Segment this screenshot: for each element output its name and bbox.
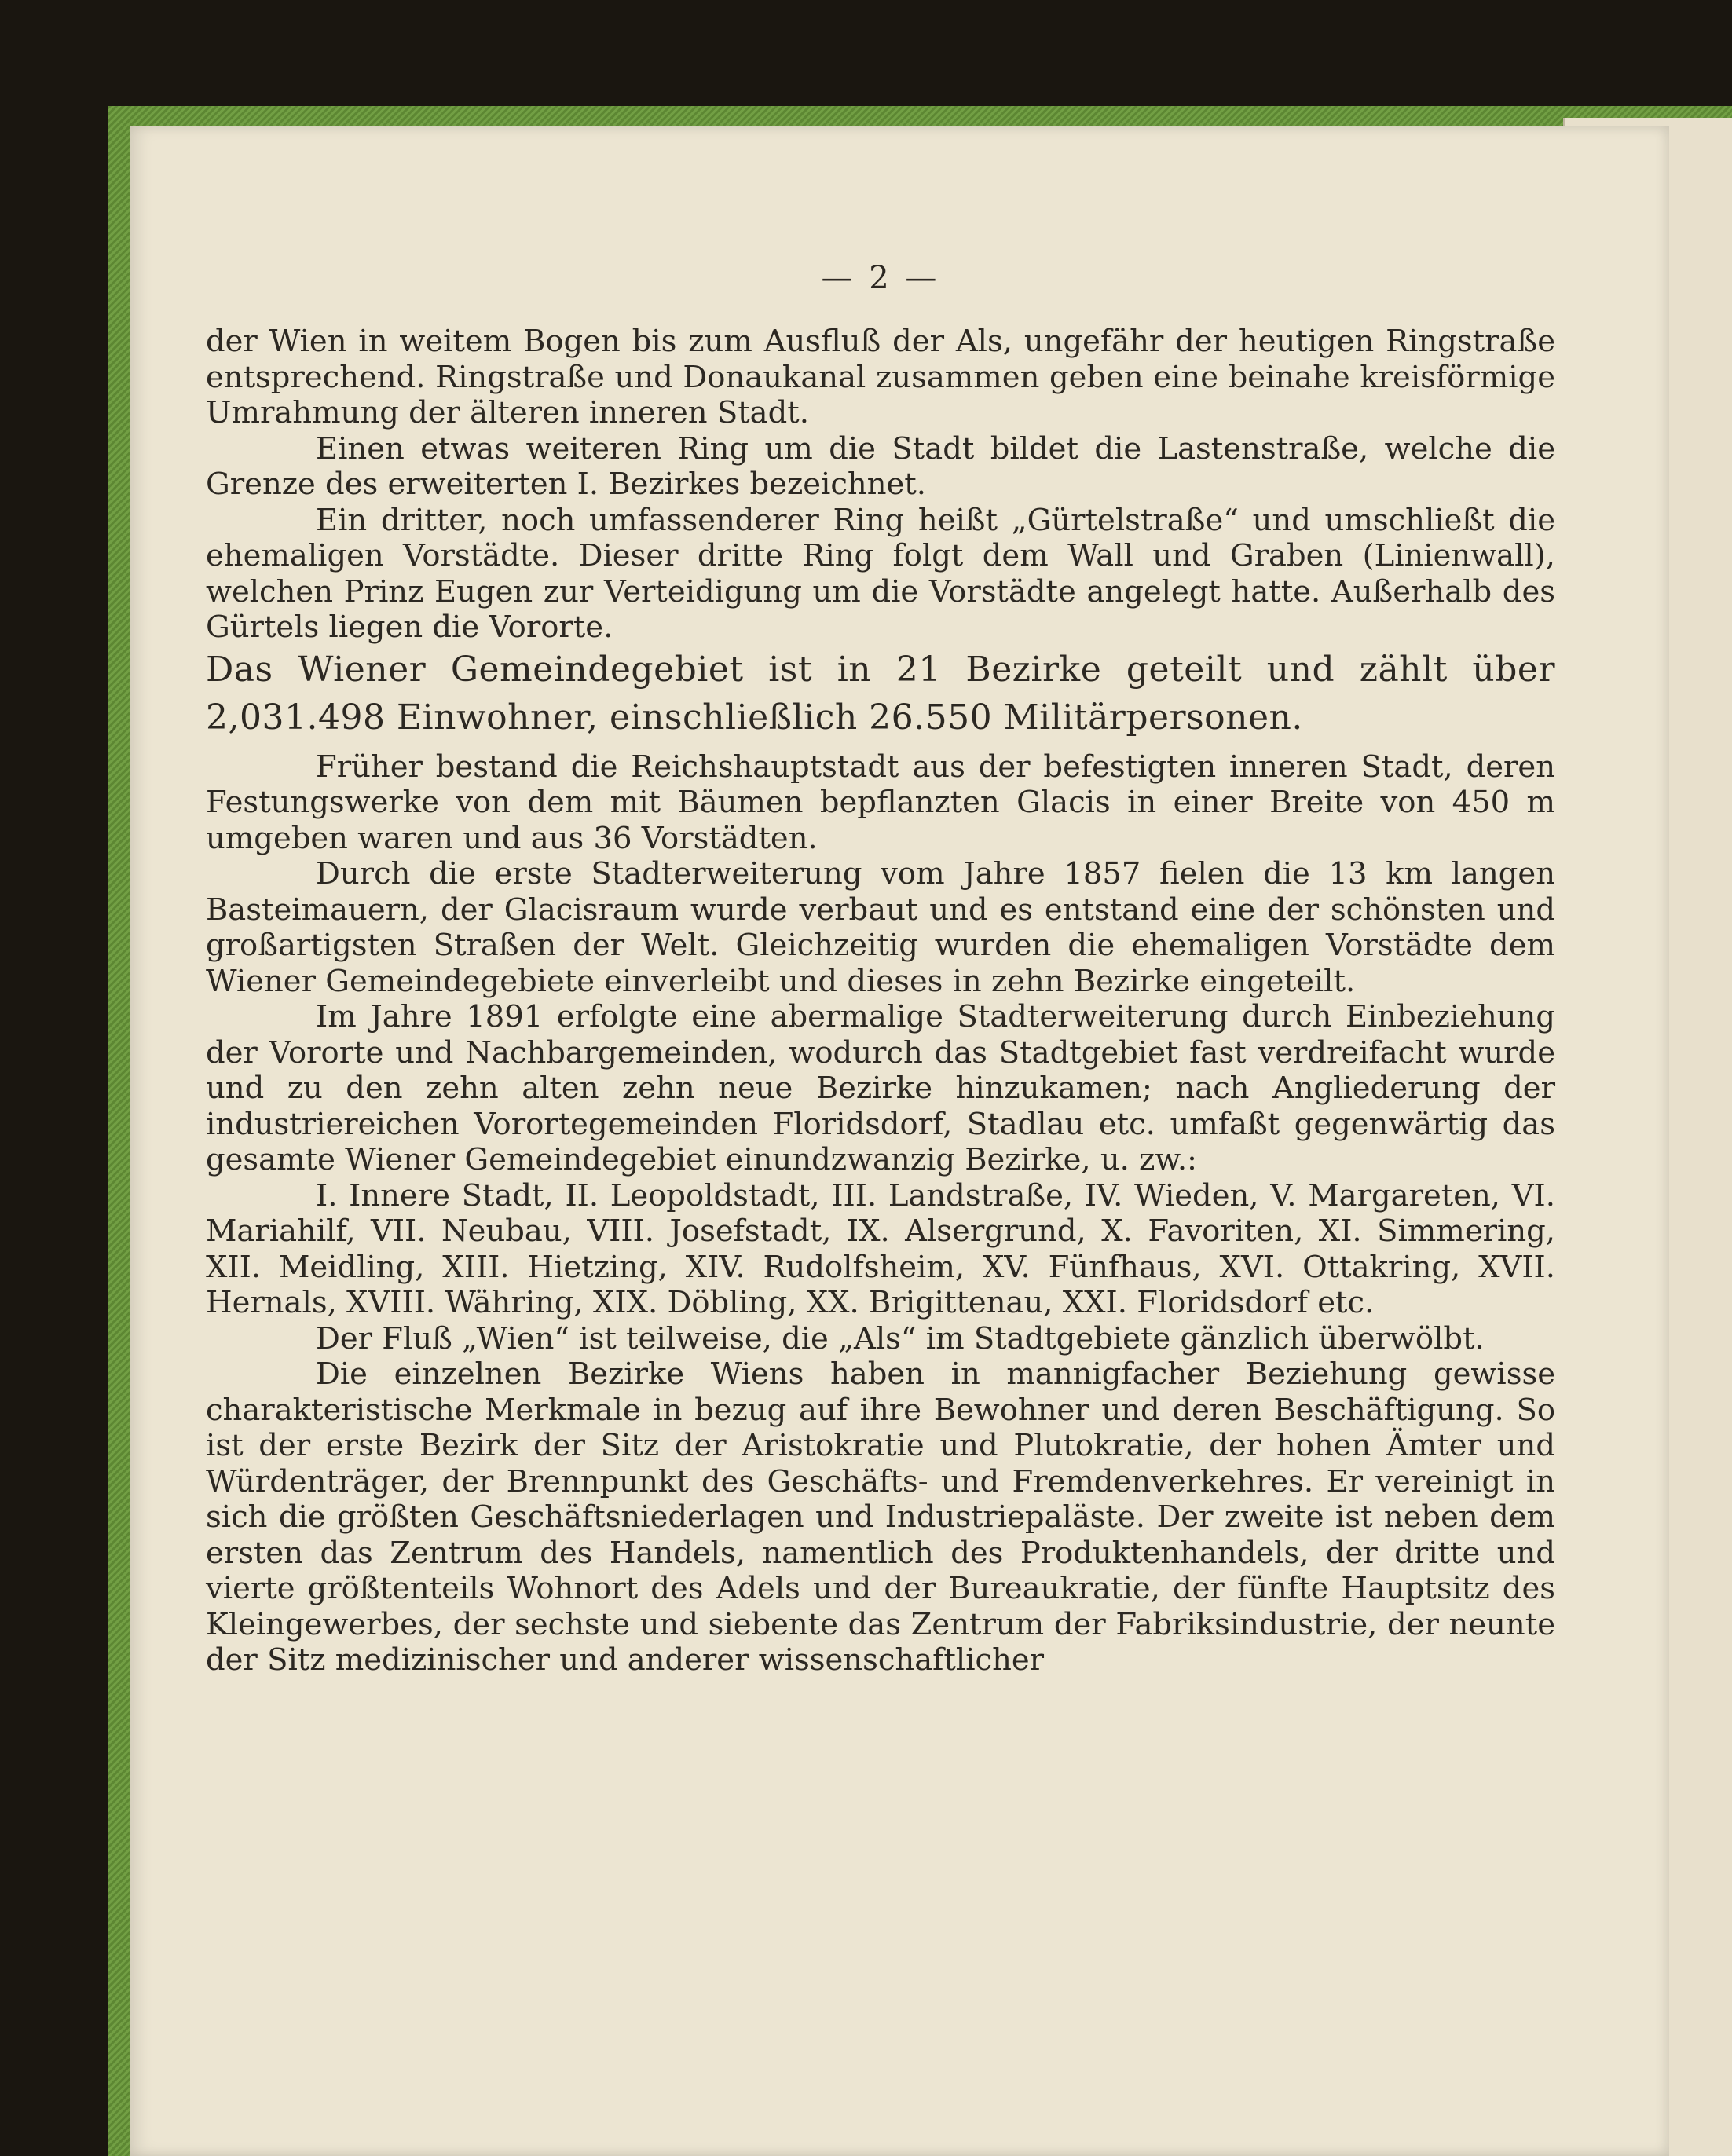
- paragraph-7: Im Jahre 1891 erfolgte eine abermalige Stadterweiterung durch Einbeziehung der Vororte und Nachbargemeinden, wodurch das Stadtgebiet fast verdreifacht wurde und zu den zehn alten zehn neue Bezirke hinzukamen; nach Angliederung der industriereichen Vorortegemeinden Floridsdorf, Stadlau etc. umfaßt gegenwärtig das gesamte Wiener Gemeindegebiet einundzwanzig Bezirke, u. zw.:: [206, 999, 1555, 1177]
- paragraph-6: Durch die erste Stadterweiterung vom Jahre 1857 fielen die 13 km langen Basteimauern, der Glacisraum wurde verbaut und es entstand eine der schönsten und großartigsten Straßen der Welt. Gleichzeitig wurden die ehemaligen Vorstädte dem Wiener Gemeindegebiete einverleibt und dieses in zehn Bezirke eingeteilt.: [206, 856, 1555, 999]
- paragraph-4-highlight: Das Wiener Gemeindegebiet ist in 21 Bezirke geteilt und zählt über 2,031.498 Einwohner, einschließlich 26.550 Militärpersonen.: [206, 649, 1555, 738]
- paragraph-2: Einen etwas weiteren Ring um die Stadt bildet die Lastenstraße, welche die Grenze des erweiterten I. Bezirkes bezeichnet.: [206, 430, 1555, 502]
- paragraph-1: der Wien in weitem Bogen bis zum Ausfluß der Als, ungefähr der heutigen Ringstraße entsprechend. Ringstraße und Donaukanal zusammen geben eine beinahe kreisförmige Umrahmung der älteren inneren Stadt.: [206, 324, 1555, 430]
- paragraph-5: Früher bestand die Reichshauptstadt aus der befestigten inneren Stadt, deren Festungswerke von dem mit Bäumen bepflanzten Glacis in einer Breite von 450 m umgeben waren und aus 36 Vorstädten.: [206, 749, 1555, 856]
- page-text-block: [206, 259, 1555, 1678]
- paragraph-3: Ein dritter, noch umfassenderer Ring heißt „Gürtelstraße“ und umschließt die ehemaligen Vorstädte. Dieser dritte Ring folgt dem Wall und Graben (Linienwall), welchen Prinz Eugen zur Verteidigung um die Vorstädte angelegt hatte. Außerhalb des Gürtels liegen die Vororte.: [206, 502, 1555, 645]
- paragraph-10: Die einzelnen Bezirke Wiens haben in mannigfacher Beziehung gewisse charakteristische Merkmale in bezug auf ihre Bewohner und deren Beschäftigung. So ist der erste Bezirk der Sitz der Aristokratie und Plutokratie, der hohen Ämter und Würdenträger, der Brennpunkt des Geschäfts- und Fremdenverkehres. Er vereinigt in sich die größten Geschäftsniederlagen und Industriepaläste. Der zweite ist neben dem ersten das Zentrum des Handels, namentlich des Produktenhandels, der dritte und vierte größtenteils Wohnort des Adels und der Bureaukratie, der fünfte Hauptsitz des Kleingewerbes, der sechste und siebente das Zentrum der Fabriksindustrie, der neunte der Sitz medizinischer und anderer wissenschaftlicher: [206, 1356, 1555, 1678]
- page-number: — 2 —: [821, 260, 940, 296]
- paragraph-9: Der Fluß „Wien“ ist teilweise, die „Als“ im Stadtgebiete gänzlich überwölbt.: [316, 1320, 1485, 1356]
- paragraph-8: I. Innere Stadt, II. Leopoldstadt, III. Landstraße, IV. Wieden, V. Margareten, VI. Mariahilf, VII. Neubau, VIII. Josefstadt, IX. Alsergrund, X. Favoriten, XI. Simmering, XII. Meidling, XIII. Hietzing, XIV. Rudolfsheim, XV. Fünfhaus, XVI. Ottakring, XVII. Hernals, XVIII. Währing, XIX. Döbling, XX. Brigittenau, XXI. Floridsdorf etc.: [206, 1177, 1555, 1320]
